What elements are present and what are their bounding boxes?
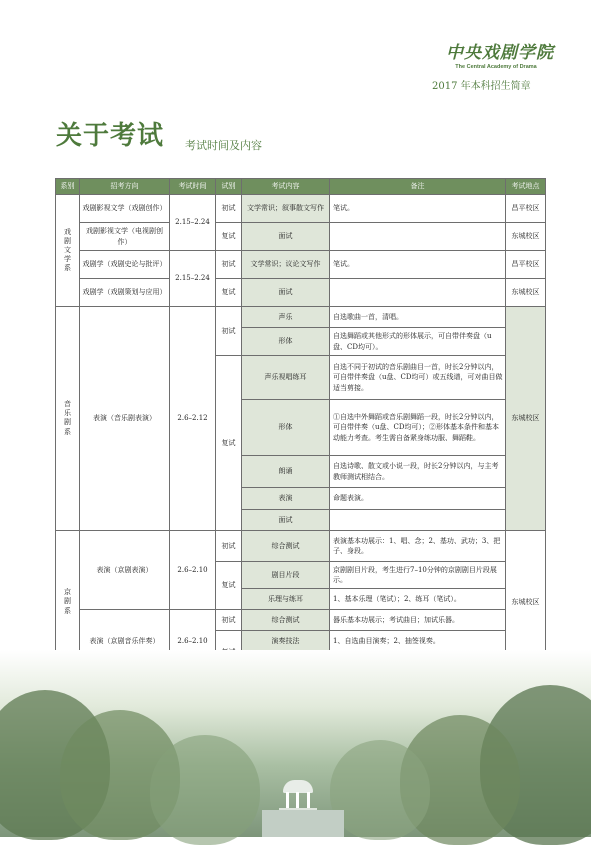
- exam-schedule-table: [55, 178, 546, 674]
- note-cell: 自选不同于初试的音乐剧曲目一首，时长2分钟以内，可自带伴奏盘（u盘、CD均可）或五线谱，可对曲目做适当剪接。: [330, 356, 506, 400]
- header-direction: 招考方向: [80, 179, 170, 195]
- table-row: [56, 307, 546, 328]
- content-cell: 面试: [242, 279, 330, 307]
- note-cell: 京剧剧目片段，考生进行7–10分钟的京剧剧目片段展示。: [330, 562, 506, 589]
- note-cell: 表演基本功展示：1、唱、念；2、基功、武功；3、把子、身段。: [330, 531, 506, 562]
- location-cell: 昌平校区: [506, 251, 546, 279]
- exam-type-cell: 复试: [216, 562, 242, 610]
- time-cell: 2.6–2.10: [170, 531, 216, 610]
- note-cell: ①自选中外舞蹈或音乐剧舞蹈一段，时长2分钟以内，可自带伴奏（u盘、CD均可）；②形体基本条件和基本动能力考查。考生需自备紧身练功服、舞蹈鞋。: [330, 400, 506, 456]
- time-cell: 2.6–2.12: [170, 307, 216, 531]
- table-row: [56, 223, 546, 251]
- logo-calligraphy: 中央戏剧学院: [446, 43, 554, 63]
- exam-type-cell: 复试: [216, 279, 242, 307]
- content-cell: 形体: [242, 400, 330, 456]
- exam-type-cell: 初试: [216, 251, 242, 279]
- logo: [446, 38, 554, 70]
- time-cell: 2.6–2.10: [170, 610, 216, 674]
- direction-cell: 戏剧学（戏剧策划与应用）: [80, 279, 170, 307]
- content-cell: 剧目片段: [242, 562, 330, 589]
- direction-cell: 戏剧影视文学（戏剧创作）: [80, 195, 170, 223]
- header-department: 系别: [56, 179, 80, 195]
- note-cell: [330, 510, 506, 531]
- location-cell: 东城校区: [506, 279, 546, 307]
- page-subtitle: 考试时间及内容: [185, 139, 262, 152]
- content-cell: 表演: [242, 488, 330, 510]
- note-cell: 器乐基本功展示；考试曲目；加试乐器。: [330, 610, 506, 631]
- location-cell: 东城校区: [506, 223, 546, 251]
- note-cell: 1、基本乐理（笔试）；2、练耳（笔试）。: [330, 589, 506, 610]
- content-cell: 演奏技法: [242, 631, 330, 653]
- note-cell: 自选舞蹈或其他形式的形体展示，可自带伴奏盘（u盘、CD均可）。: [330, 328, 506, 356]
- direction-cell: 戏剧学（戏剧史论与批评）: [80, 251, 170, 279]
- table-row: [56, 531, 546, 562]
- direction-cell: 表演（音乐剧表演）: [80, 307, 170, 531]
- note-cell: 笔试。: [330, 251, 506, 279]
- content-cell: 文学常识；议论文写作: [242, 251, 330, 279]
- content-cell: 面试: [242, 510, 330, 531]
- note-cell: 笔试。: [330, 195, 506, 223]
- table-row: [56, 279, 546, 307]
- note-cell: 命题表演。: [330, 488, 506, 510]
- note-cell: 自选诗歌、散文或小说一段，时长2分钟以内，与主考教师测试相结合。: [330, 456, 506, 488]
- header-notes: 备注: [330, 179, 506, 195]
- header-exam-content: 考试内容: [242, 179, 330, 195]
- exam-type-cell: 初试: [216, 195, 242, 223]
- tree-right-3: [330, 740, 430, 840]
- exam-type-cell: 初试: [216, 531, 242, 562]
- table-row: [56, 610, 546, 631]
- pond: [262, 810, 344, 837]
- content-cell: 朗诵: [242, 456, 330, 488]
- content-cell: 面试: [242, 223, 330, 251]
- content-cell: 乐理与练耳: [242, 589, 330, 610]
- table-row: [56, 195, 546, 223]
- direction-cell: 戏剧影视文学（电视剧创作）: [80, 223, 170, 251]
- exam-type-cell: 初试: [216, 610, 242, 631]
- note-cell: 1、自选曲目演奏；2、抽签视奏。: [330, 631, 506, 653]
- header-exam-time: 考试时间: [170, 179, 216, 195]
- note-cell: [330, 223, 506, 251]
- content-cell: 综合测试: [242, 531, 330, 562]
- header-location: 考试地点: [506, 179, 546, 195]
- direction-cell: 表演（京剧表演）: [80, 531, 170, 610]
- table-header-row: [56, 179, 546, 195]
- exam-type-cell: 初试: [216, 307, 242, 356]
- note-cell: [330, 279, 506, 307]
- content-cell: 声乐视唱练耳: [242, 356, 330, 400]
- exam-type-cell: 复试: [216, 356, 242, 531]
- exam-type-cell: 复试: [216, 223, 242, 251]
- header-exam-type: 试别: [216, 179, 242, 195]
- dept-cell-music: 音乐剧系: [56, 307, 80, 531]
- content-cell: 综合测试: [242, 610, 330, 631]
- pavilion: [283, 780, 313, 810]
- time-cell: 2.15–2.24: [170, 251, 216, 307]
- dept-cell-jingju: 京剧系: [56, 531, 80, 674]
- campus-photo: [0, 650, 591, 837]
- content-cell: 文学常识；叙事散文写作: [242, 195, 330, 223]
- time-cell: 2.15–2.24: [170, 195, 216, 251]
- brochure-subtitle: 2017 年本科招生简章: [432, 81, 531, 92]
- content-cell: 形体: [242, 328, 330, 356]
- dept-cell-xiju: 戏剧文学系: [56, 195, 80, 307]
- table-row: [56, 251, 546, 279]
- note-cell: 自选歌曲一首，清唱。: [330, 307, 506, 328]
- page-title: 关于考试: [56, 121, 165, 151]
- logo-english-name: The Central Academy of Drama: [455, 64, 537, 70]
- tree-left-3: [150, 735, 260, 845]
- location-cell: 东城校区: [506, 307, 546, 531]
- direction-cell: 表演（京剧音乐伴奏）: [80, 610, 170, 674]
- location-cell: 东城校区: [506, 531, 546, 674]
- location-cell: 昌平校区: [506, 195, 546, 223]
- content-cell: 声乐: [242, 307, 330, 328]
